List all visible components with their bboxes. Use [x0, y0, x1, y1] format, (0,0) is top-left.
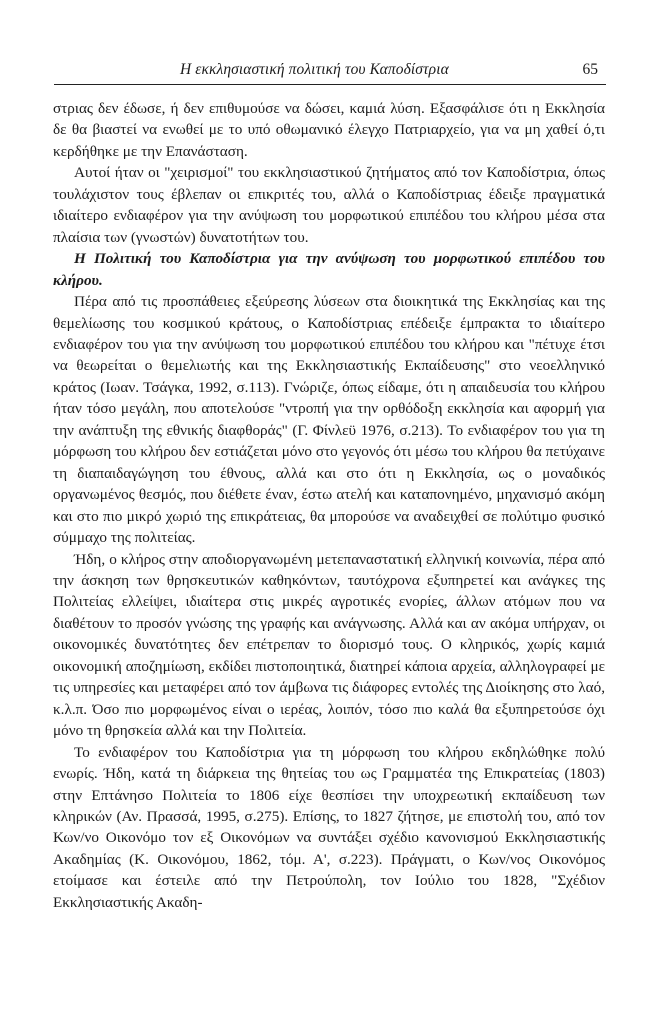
page-number: 65: [582, 61, 598, 78]
paragraph-clergy-role: Ήδη, ο κλήρος στην αποδιοργανωμένη μετεπαναστατική ελληνική κοινωνία, πέρα από την άσκηση των θρησκευτικών καθηκόντων, ταυτόχρονα εξυπηρετεί και ανάγκες της Πολιτείας ελλείψει, ιδιαίτερα στις μικρές αγροτικές ενορίες, άλλων ατόμων που να διαθέτουν το προσόν γνώσης της γραφής και ανάγνωσης. Αλλά και αν ακόμα υπήρχαν, οι οικονομικές δυνατότητες δεν επέτρεπαν το διορισμό τους. Ο κληρικός, χωρίς καμιά οικονομική αποζημίωση, εκδίδει πιστοποιητικά, διατηρεί κάποια αρχεία, αλληλογραφεί με τις υπηρεσίες και μεταφέρει από τον άμβωνα τις διάφορες εντολές της Διοίκησης στο λαό, κ.λ.π. Όσο πιο μορφωμένος είναι ο ιερέας, λοιπόν, τόσο πιο καλά θα εξυπηρετούσε όχι μόνο τη θρησκεία αλλά και την Πολιτεία.: [53, 550, 605, 740]
running-title: Η εκκλησιαστική πολιτική του Καποδίστρια: [180, 61, 449, 78]
paragraph-continued: στριας δεν έδωσε, ή δεν επιθυμούσε να δώσει, καμιά λύση. Εξασφάλισε ότι η Εκκλησία δε θα βιαστεί να ενωθεί με το υπό οθωμανικό έλεγχο Πατριαρχείο, για να μη χαθεί ό,τι κερδήθηκε με την Επανάσταση.: [53, 100, 605, 160]
paragraph-criticism: Αυτοί ήταν οι "χειρισμοί" του εκκλησιαστικού ζητήματος από τον Καποδίστρια, όπως τουλάχιστον τους έβλεπαν οι επικριτές του, αλλά ο Καποδίστριας έδειξε πραγματικά ιδιαίτερο ενδιαφέρον για την ανύψωση του μορφωτικού επιπέδου του κλήρου μέσα στα πλαίσια των (γνωστών) δυνατοτήτων του.: [53, 164, 605, 246]
paragraph-education-policy: Πέρα από τις προσπάθειες εξεύρεσης λύσεων στα διοικητικά της Εκκλησίας και της θεμελίωσης του κοσμικού κράτους, ο Καποδίστριας επέδειξε έμπρακτα το ιδιαίτερο ενδιαφέρον του για την ανύψωση του μορφωτικού επιπέδου του κλήρου και "πέτυχε έτσι να θεωρείται ο θεμελιωτής και της Εκκλησιαστικής Εκπαίδευσης" στο νεοελληνικό κράτος (Ιωαν. Τσάγκα, 1992, σ.113). Γνώριζε, όπως είδαμε, ότι η απαιδευσία του κλήρου ήταν τόσο μεγάλη, που αποτελούσε "ντροπή για την ορθόδοξη εκκλησία και αφορμή για την ανάπτυξη της εθνικής διαφθοράς" (Γ. Φίνλεϋ 1976, σ.213). Το ενδιαφέρον του για τη μόρφωση του κλήρου δεν εστιάζεται μόνο στο γεγονός ότι μέσω του κλήρου θα πετύχαινε τη διαπαιδαγώγηση του έθνους, αλλά και στο ότι η Εκκλησία, ως ο μοναδικός οργανωμένος θεσμός, που διέθετε έναν, έστω ατελή και καταπονημένο, μηχανισμό ακόμη και στο πιο μικρό χωριό της επικράτειας, θα μπορούσε να αναδειχθεί σε πολύτιμο φυσικό σύμμαχο της πολιτείας.: [53, 293, 605, 547]
paragraph-early-interest: Το ενδιαφέρον του Καποδίστρια για τη μόρφωση του κλήρου εκδηλώθηκε πολύ ενωρίς. Ήδη, κατά τη διάρκεια της θητείας του ως Γραμματέα της Επικρατείας (1803) στην Επτάνησο Πολιτεία το 1806 είχε θεσπίσει την υποχρεωτική εκπαίδευση των κληρικών (Αν. Πρασσά, 1995, σ.275). Επίσης, το 1827 ζήτησε, με επιστολή του, από τον Κων/νο Οικονόμο τον εξ Οικονόμων να συντάξει σχέδιο κανονισμού Εκκλησιαστικής Ακαδημίας (Κ. Οικονόμου, 1862, τόμ. Α', σ.223). Πράγματι, ο Κων/νος Οικονόμος ετοίμασε και έστειλε από την Πετρούπολη, τον Ιούλιο του 1828, "Σχέδιον Εκκλησιαστικής Ακαδη-: [53, 743, 605, 911]
page-header: [54, 60, 606, 85]
section-heading: Η Πολιτική του Καποδίστρια για την ανύψωση του μορφωτικού επιπέδου του κλήρου.: [53, 250, 605, 289]
body-text: [53, 98, 605, 913]
